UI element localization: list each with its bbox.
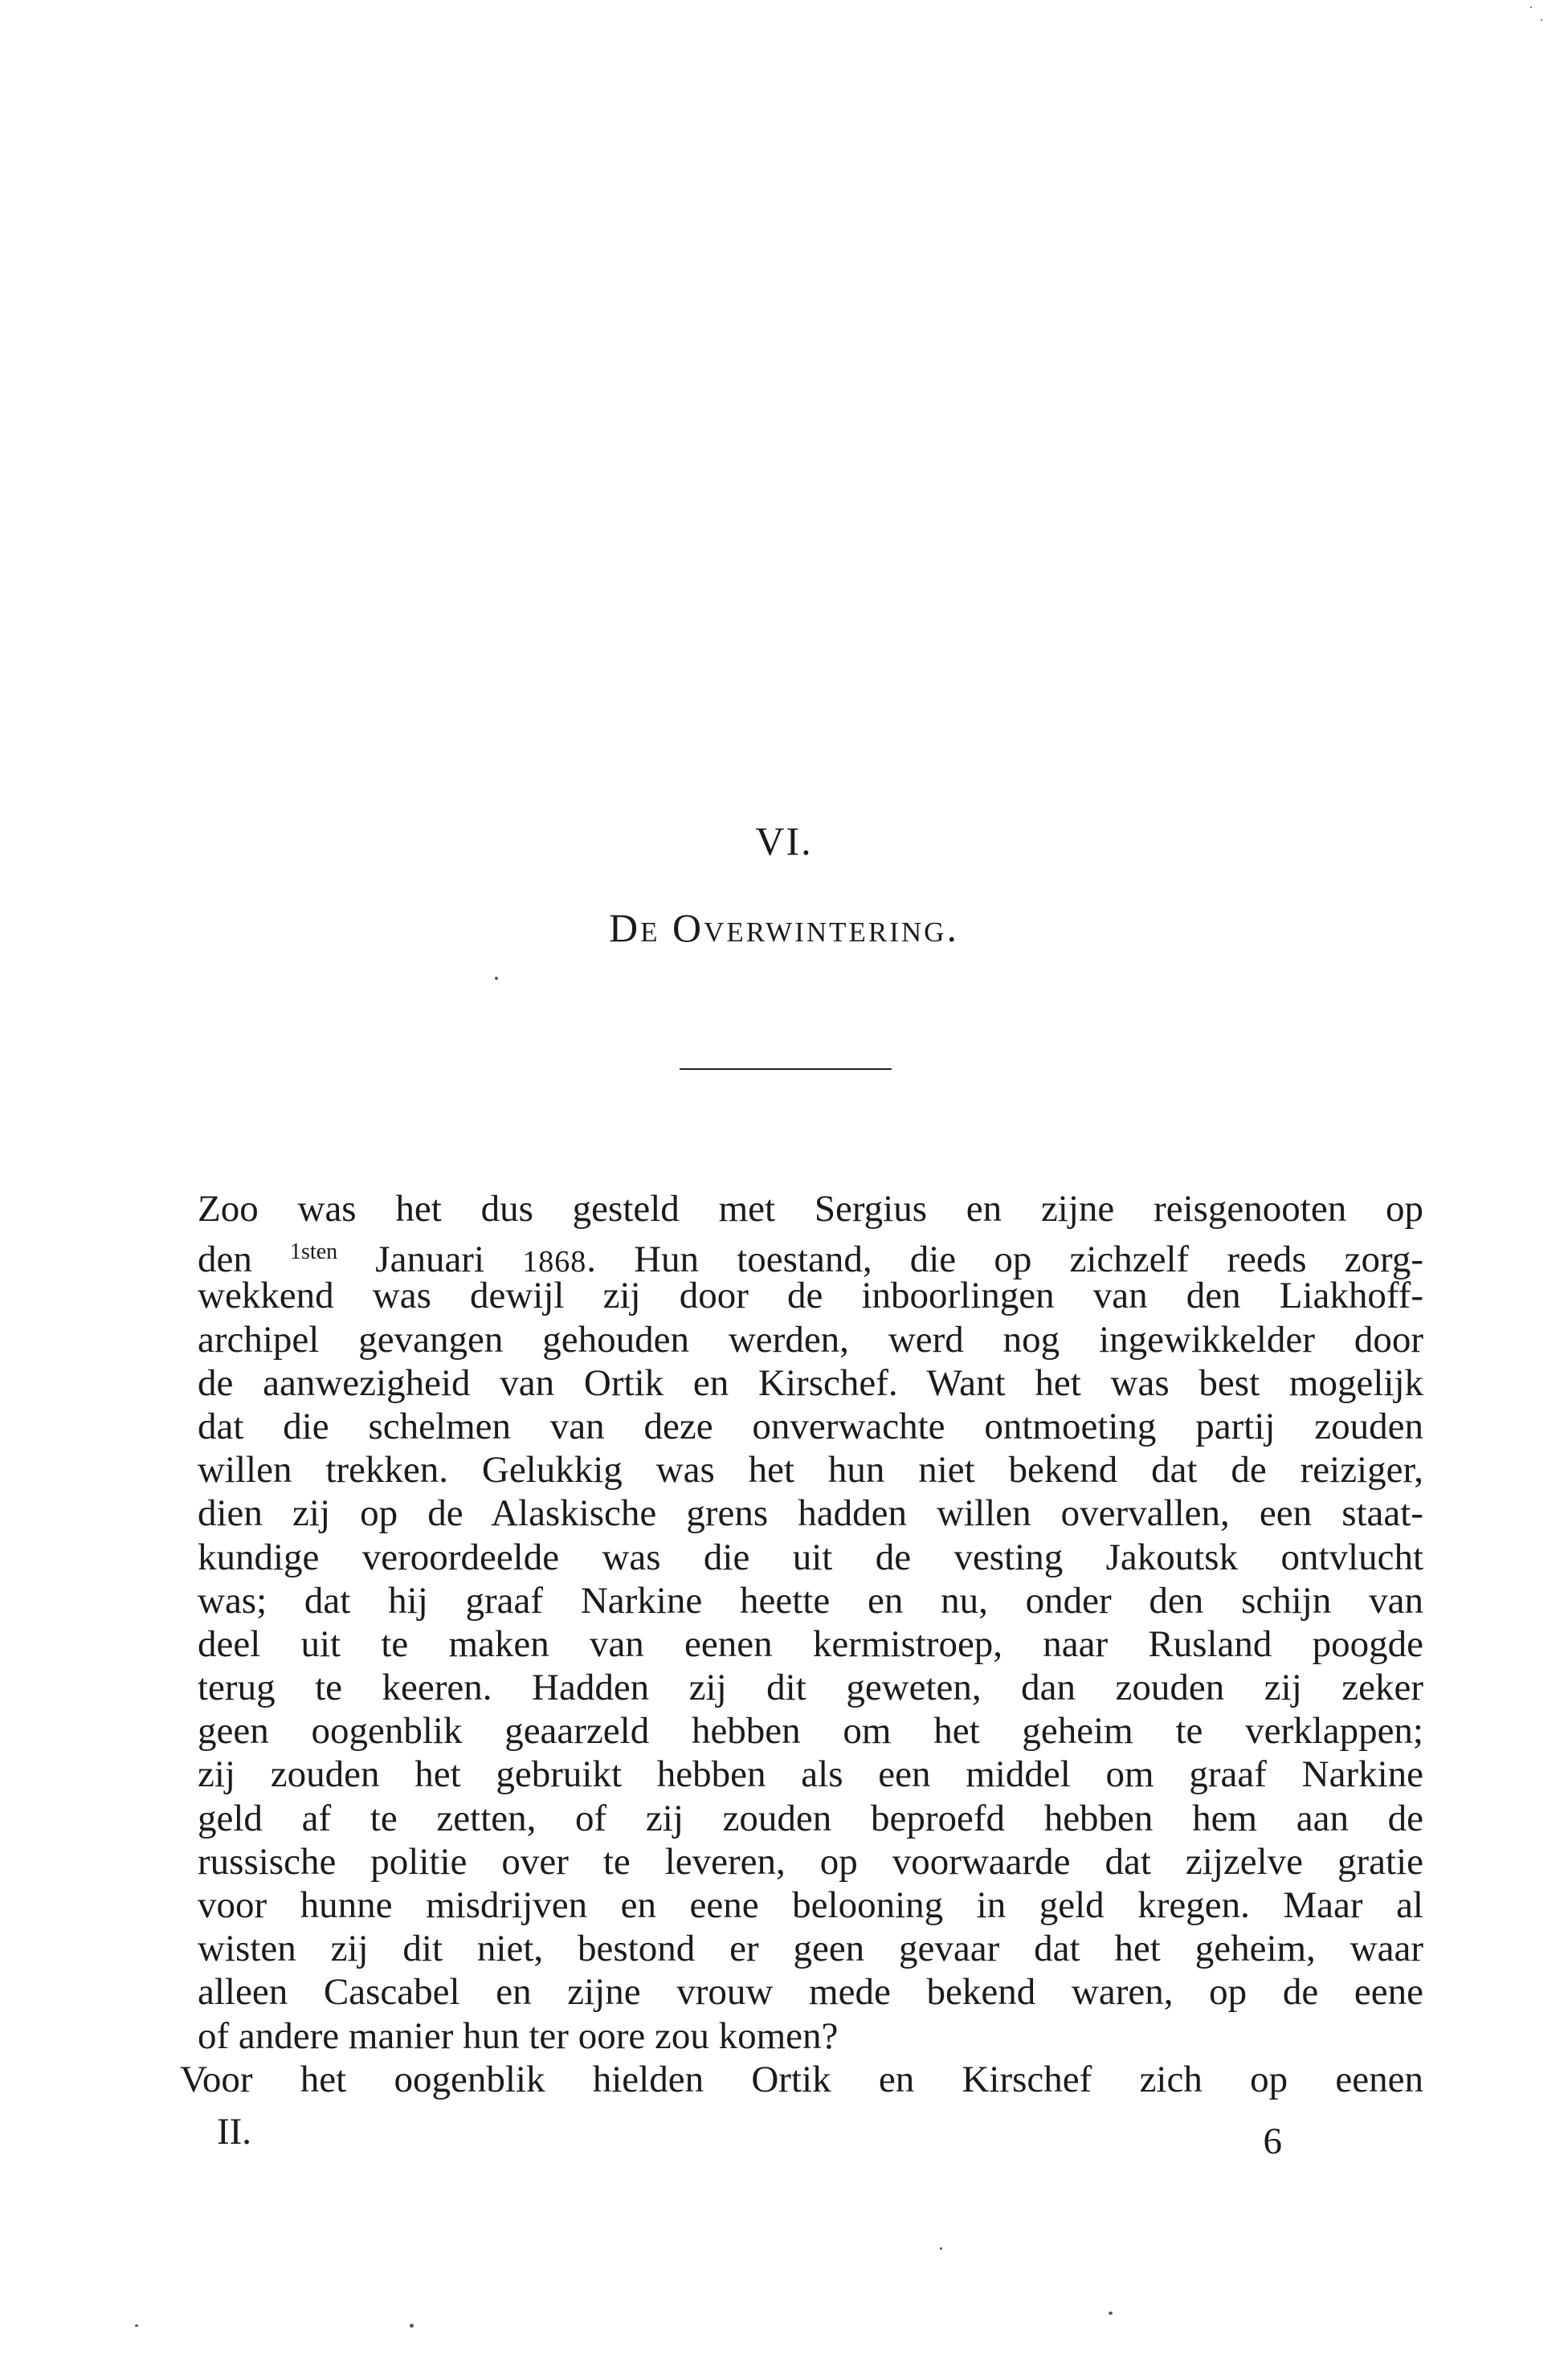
text-line: Voor het oogenblik hielden Ortik en Kirschef zich op eenen bbox=[180, 2058, 1423, 2100]
text-line: willen trekken. Gelukkig was het hun niet bekend dat de reiziger, bbox=[198, 1449, 1423, 1492]
text-line bbox=[198, 1231, 1423, 1281]
text-line: voor hunne misdrijven en eene belooning in geld kregen. Maar al bbox=[198, 1884, 1423, 1926]
page-number: 6 bbox=[1263, 2120, 1282, 2162]
scan-speck bbox=[940, 2247, 942, 2250]
text-line: alleen Cascabel en zijne vrouw mede bekend waren, op de eene bbox=[198, 1971, 1423, 2014]
text-line: of andere manier hun ter oore zou komen? bbox=[198, 2014, 839, 2057]
text-line: kundige veroordeelde was die uit de vesting Jakoutsk ontvlucht bbox=[198, 1536, 1423, 1578]
text-line: Zoo was het dus gesteld met Sergius en zijne reisgenooten op bbox=[198, 1188, 1423, 1230]
scan-speck bbox=[495, 977, 498, 980]
title-divider bbox=[680, 1068, 892, 1070]
chapter-number: VI. bbox=[755, 818, 813, 863]
scan-speck bbox=[1530, 6, 1532, 8]
year: 1868 bbox=[522, 1245, 587, 1279]
text-line: terug te keeren. Hadden zij dit geweten, dan zouden zij zeker bbox=[198, 1667, 1423, 1709]
text-line: dat die schelmen van deze onverwachte ontmoeting partij zouden bbox=[198, 1405, 1423, 1447]
text-line: wisten zij dit niet, bestond er geen gevaar dat het geheim, waar bbox=[198, 1928, 1423, 1970]
text-line: russische politie over te leveren, op voorwaarde dat zijzelve gratie bbox=[198, 1840, 1423, 1883]
text-fragment: Januari bbox=[337, 1239, 523, 1281]
body-paragraph bbox=[180, 1187, 1423, 2101]
text-line: wekkend was dewijl zij door de inboorlingen van den Liakhoff- bbox=[198, 1275, 1423, 1317]
signature-mark: II. bbox=[217, 2111, 252, 2153]
scan-speck bbox=[1541, 19, 1542, 21]
text-line: de aanwezigheid van Ortik en Kirschef. Want het was best mogelijk bbox=[198, 1361, 1423, 1404]
text-line: was; dat hij graaf Narkine heette en nu, onder den schijn van bbox=[198, 1579, 1423, 1622]
text-line: geen oogenblik geaarzeld hebben om het geheim te verklappen; bbox=[198, 1710, 1423, 1753]
scan-speck bbox=[135, 2324, 138, 2327]
scan-speck bbox=[410, 2324, 414, 2328]
ordinal-superscript: 1sten bbox=[290, 1239, 338, 1265]
text-line: deel uit te maken van eenen kermistroep, naar Rusland poogde bbox=[198, 1622, 1423, 1665]
text-fragment: den bbox=[198, 1239, 291, 1281]
text-line: dien zij op de Alaskische grens hadden willen overvallen, een staat- bbox=[198, 1492, 1423, 1535]
text-line: zij zouden het gebruikt hebben als een middel om graaf Narkine bbox=[198, 1753, 1423, 1796]
scan-speck bbox=[1109, 2312, 1113, 2315]
chapter-title: De Overwintering. bbox=[609, 905, 959, 950]
text-line: geld af te zetten, of zij zouden beproefd hebben hem aan de bbox=[198, 1797, 1423, 1839]
text-line: archipel gevangen gehouden werden, werd nog ingewikkelder door bbox=[198, 1318, 1423, 1361]
text-fragment: . Hun toestand, die op zichzelf reeds zorg- bbox=[586, 1239, 1423, 1281]
page-footer bbox=[217, 2110, 1282, 2162]
